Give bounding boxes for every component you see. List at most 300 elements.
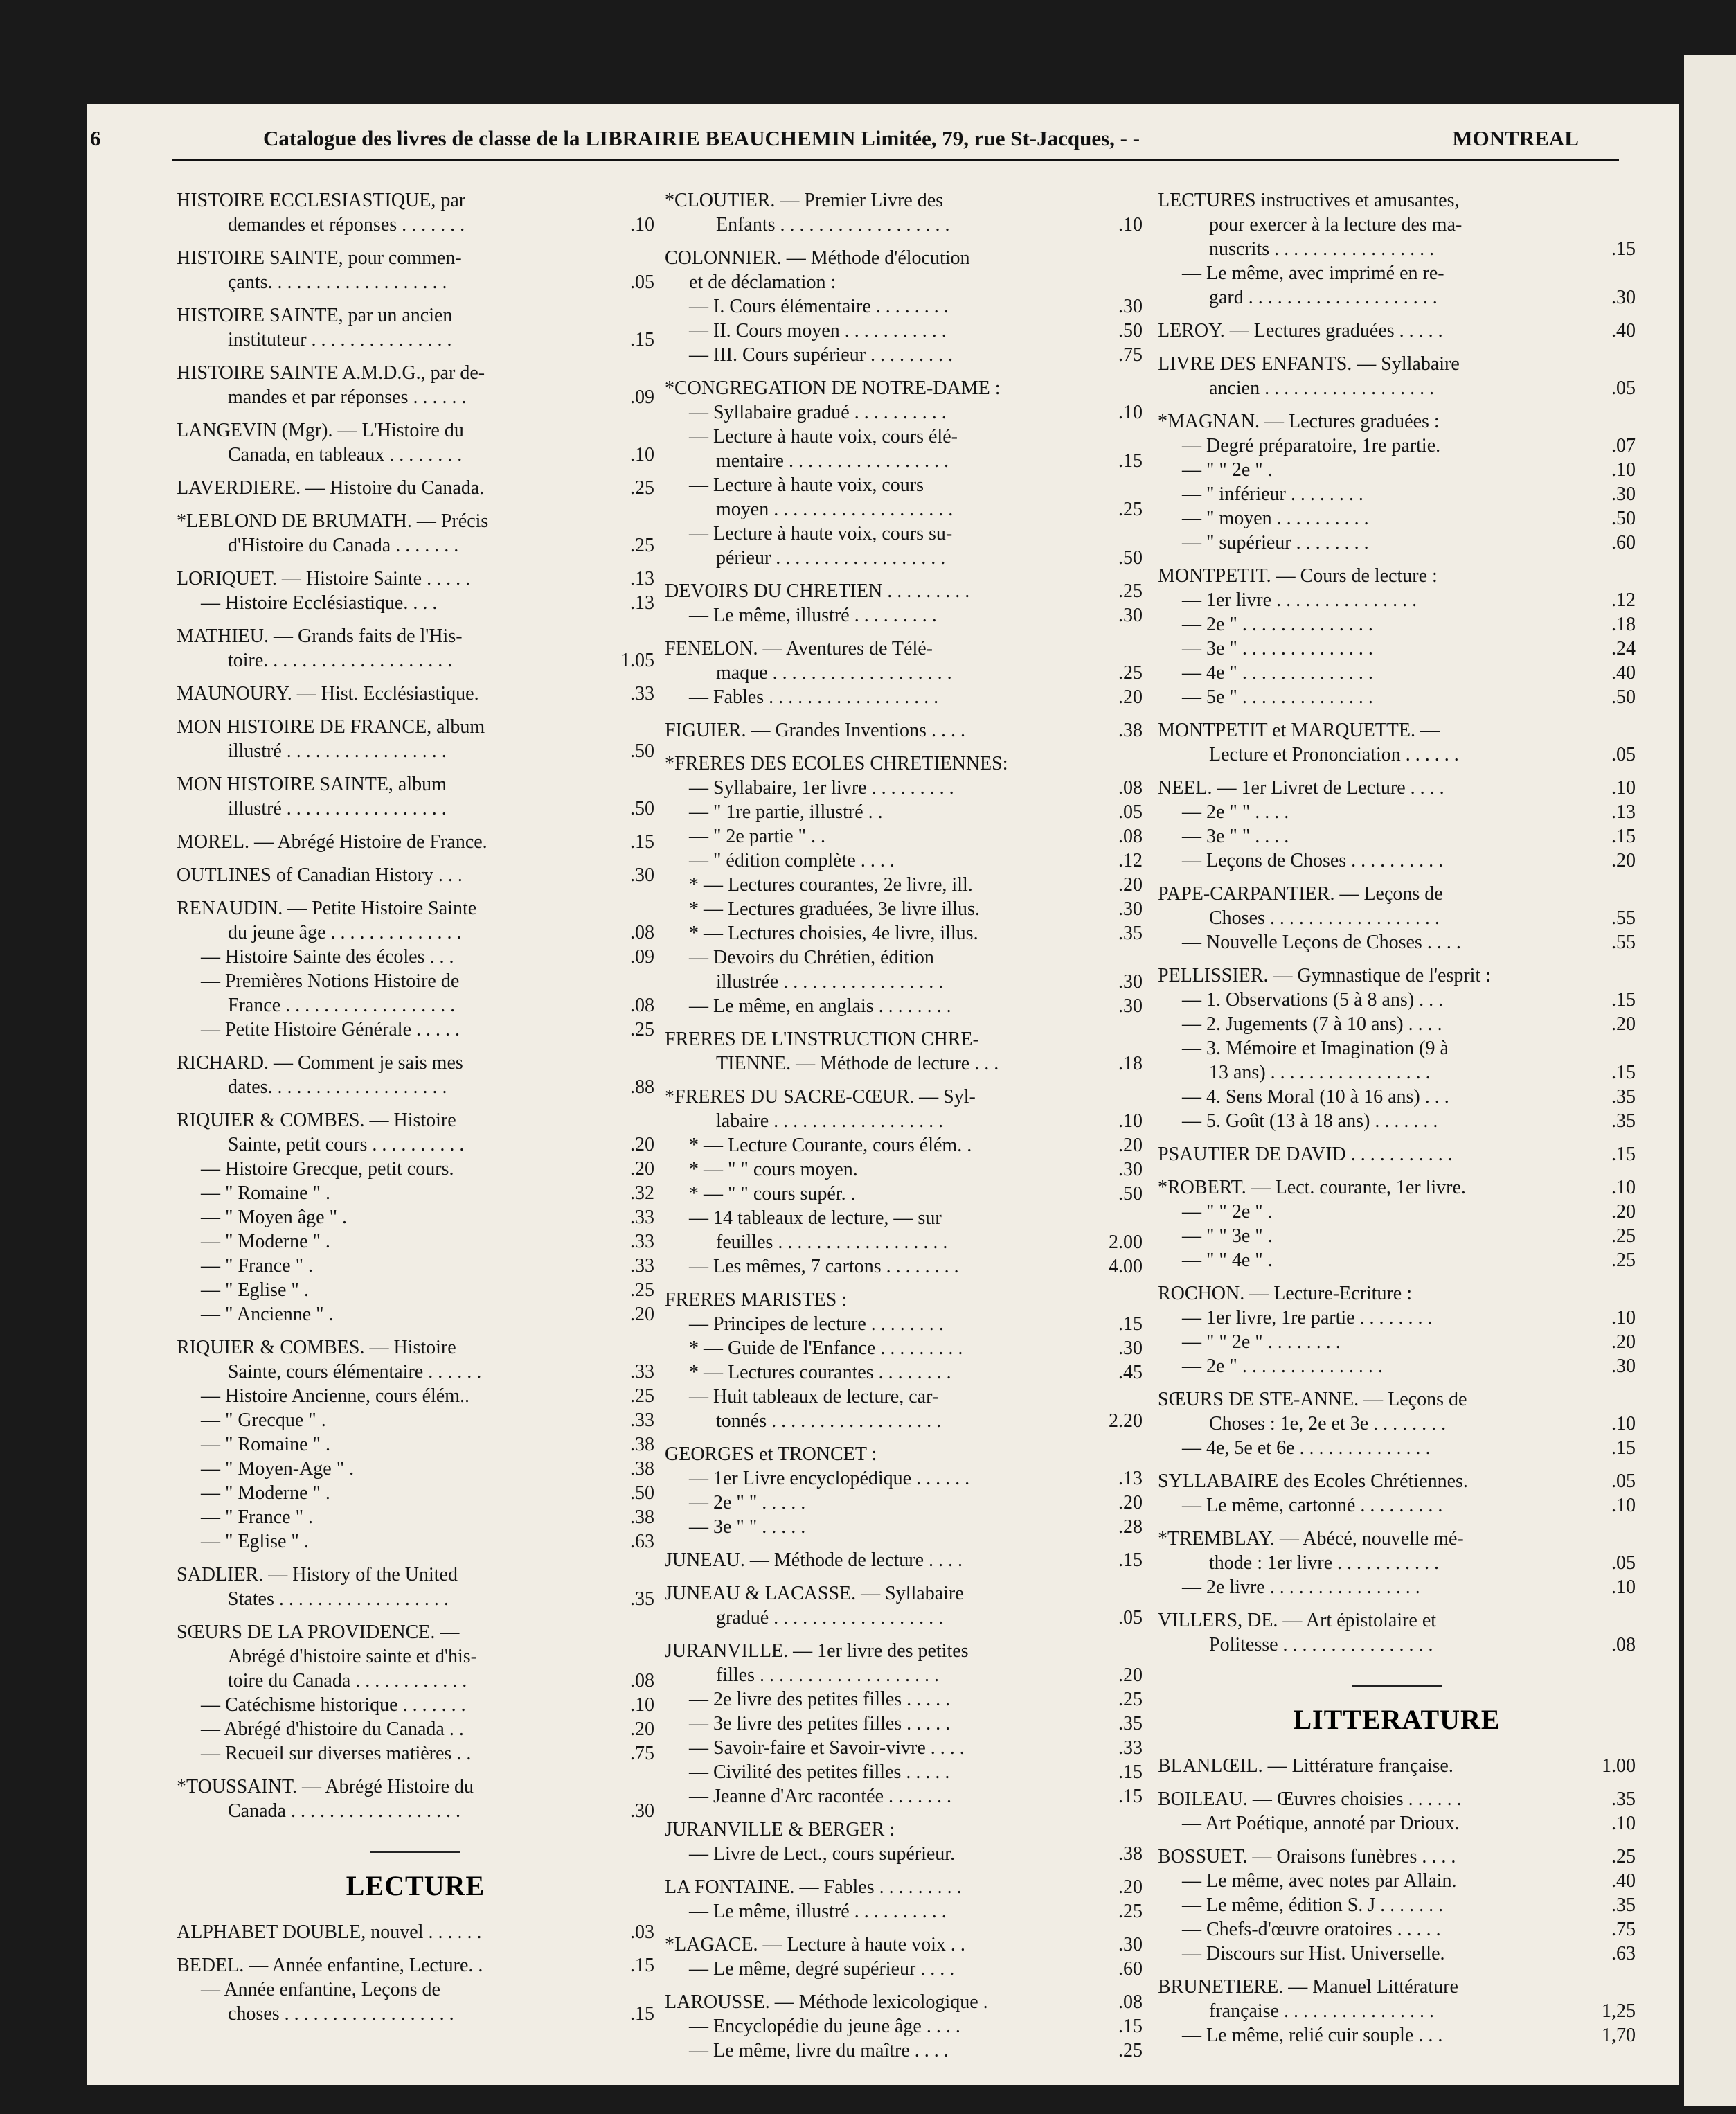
entry-line — [177, 270, 654, 294]
catalogue-entry — [665, 1933, 1143, 1981]
entry-text: illustré . . . . . . . . . . . . . . . . . — [228, 740, 447, 762]
entry-line — [1158, 1012, 1636, 1036]
entry-line — [177, 1587, 654, 1611]
entry-line — [177, 1644, 654, 1669]
entry-line — [1158, 1942, 1636, 1966]
page-header — [90, 119, 1586, 158]
entry-text: mandes et par réponses . . . . . . — [228, 387, 467, 408]
entry-text: — " Moderne " . — [201, 1231, 330, 1252]
entry-text: mentaire . . . . . . . . . . . . . . . . . — [716, 450, 949, 472]
entry-text: RICHARD. — Comment je sais mes — [177, 1052, 463, 1074]
entry-line — [1158, 882, 1636, 906]
entry-price: .05 — [1611, 378, 1636, 399]
entry-text: BRUNETIERE. — Manuel Littérature — [1158, 1976, 1458, 1998]
entry-price: .08 — [630, 995, 654, 1016]
entry-text: SŒURS DE LA PROVIDENCE. — — [177, 1622, 460, 1643]
entry-text: — " moyen . . . . . . . . . . — [1182, 508, 1369, 529]
entry-price: .30 — [630, 864, 654, 886]
entry-text: — II. Cours moyen . . . . . . . . . . . — [689, 320, 947, 341]
entry-text: ancien . . . . . . . . . . . . . . . . . . — [1209, 378, 1435, 399]
entry-text: — 4. Sens Moral (10 à 16 ans) . . . — [1182, 1086, 1449, 1108]
entry-text: — Recueil sur diverses matières . . — [201, 1743, 472, 1764]
entry-line — [177, 648, 654, 673]
entry-line — [1158, 1109, 1636, 1133]
entry-line — [177, 969, 654, 993]
catalogue-entry — [177, 1563, 654, 1611]
entry-text: JURANVILLE & BERGER : — [665, 1819, 895, 1840]
catalogue-entry — [177, 715, 654, 763]
entry-text: * — " " cours moyen. — [689, 1159, 858, 1180]
entry-text: — Le même, illustré . . . . . . . . . . — [689, 1901, 947, 1922]
entry-text: RIQUIER & COMBES. — Histoire — [177, 1110, 456, 1131]
entry-line — [665, 1491, 1143, 1515]
entry-line — [177, 1529, 654, 1554]
page-number: 6 — [90, 126, 101, 150]
entry-text: MAUNOURY. — Hist. Ecclésiastique. — [177, 683, 479, 704]
entry-line — [1158, 1975, 1636, 1999]
entry-price: .30 — [1118, 1159, 1143, 1180]
entry-line — [665, 2014, 1143, 2038]
entry-line — [665, 1385, 1143, 1409]
entry-line — [1158, 376, 1636, 400]
entry-line — [665, 449, 1143, 473]
entry-line — [1158, 1999, 1636, 2023]
entry-price: .15 — [630, 831, 654, 853]
entry-price: .50 — [630, 1482, 654, 1504]
entry-text: *FRERES DES ECOLES CHRETIENNES: — [665, 753, 1008, 774]
entry-line — [665, 1133, 1143, 1157]
entry-price: .25 — [1611, 1225, 1636, 1247]
entry-text: LIVRE DES ENFANTS. — Syllabaire — [1158, 353, 1460, 375]
entry-price: .15 — [630, 1955, 654, 1976]
entry-line — [177, 1432, 654, 1457]
entry-line — [1158, 988, 1636, 1012]
entry-line — [665, 1288, 1143, 1312]
entry-text: — 2e " " . . . . — [1182, 801, 1289, 823]
entry-line — [665, 246, 1143, 270]
entry-line — [665, 213, 1143, 237]
entry-price: .10 — [1611, 1177, 1636, 1198]
entry-line — [177, 624, 654, 648]
entry-line — [177, 328, 654, 352]
entry-text: — 1er livre . . . . . . . . . . . . . . . — [1182, 589, 1417, 611]
entry-line — [1158, 1787, 1636, 1811]
entry-text: *LEBLOND DE BRUMATH. — Précis — [177, 510, 489, 532]
catalogue-entry — [665, 1875, 1143, 1924]
entry-price: .55 — [1611, 932, 1636, 953]
entry-line — [177, 1335, 654, 1360]
catalogue-entry — [1158, 1754, 1636, 1778]
entry-price: .50 — [1611, 686, 1636, 708]
entry-text: Lecture et Prononciation . . . . . . — [1209, 744, 1459, 765]
entry-price: .30 — [1118, 995, 1143, 1017]
entry-line — [665, 849, 1143, 873]
entry-text: — 3e " " . . . . . — [689, 1516, 806, 1538]
entry-line — [1158, 1917, 1636, 1942]
entry-text: BEDEL. — Année enfantine, Lecture. . — [177, 1955, 483, 1976]
catalogue-entry — [1158, 1975, 1636, 2048]
entry-price: .15 — [1118, 1313, 1143, 1335]
catalogue-entry — [1158, 776, 1636, 873]
catalogue-entry — [177, 1620, 654, 1766]
catalogue-entry — [1158, 188, 1636, 310]
entry-line — [1158, 1060, 1636, 1085]
entry-line — [177, 303, 654, 328]
entry-price: .55 — [1611, 907, 1636, 929]
catalogue-entry — [665, 1027, 1143, 1076]
entry-text: LA FONTAINE. — Fables . . . . . . . . . — [665, 1876, 962, 1898]
entry-price: .33 — [630, 1361, 654, 1383]
entry-line — [1158, 1330, 1636, 1354]
entry-line — [1158, 588, 1636, 612]
entry-text: BLANLŒIL. — Littérature française. — [1158, 1755, 1453, 1777]
entry-line — [1158, 506, 1636, 531]
catalogue-entry — [1158, 1608, 1636, 1657]
entry-line — [1158, 1893, 1636, 1917]
entry-text: — Le même, en anglais . . . . . . . . — [689, 995, 951, 1017]
entry-line — [177, 1669, 654, 1693]
entry-text: — Nouvelle Leçons de Choses . . . . — [1182, 932, 1461, 953]
catalogue-entry — [177, 682, 654, 706]
entry-text: Sainte, cours élémentaire . . . . . . — [228, 1361, 482, 1383]
entry-line — [665, 319, 1143, 343]
entry-price: .05 — [630, 272, 654, 293]
entry-text: — Syllabaire gradué . . . . . . . . . . — [689, 402, 947, 423]
entry-line — [1158, 776, 1636, 800]
entry-text: — " Romaine " . — [201, 1182, 330, 1204]
entry-price: .30 — [1118, 605, 1143, 626]
entry-text: — Le même, avec imprimé en re- — [1182, 263, 1444, 284]
entry-line — [1158, 213, 1636, 237]
entry-line — [177, 188, 654, 213]
entry-text: moyen . . . . . . . . . . . . . . . . . . . — [716, 499, 954, 520]
entry-line — [177, 418, 654, 443]
entry-price: .25 — [1118, 662, 1143, 684]
entry-text: LORIQUET. — Histoire Sainte . . . . . — [177, 568, 471, 589]
entry-price: .13 — [1611, 801, 1636, 823]
entry-line — [665, 1957, 1143, 1981]
entry-line — [1158, 1412, 1636, 1436]
entry-text: MOREL. — Abrégé Histoire de France. — [177, 831, 487, 853]
entry-text: — 1er livre, 1re partie . . . . . . . . — [1182, 1307, 1433, 1329]
entry-text: Canada, en tableaux . . . . . . . . — [228, 444, 463, 465]
entry-line — [177, 1693, 654, 1717]
entry-line — [1158, 1527, 1636, 1551]
entry-line — [665, 1581, 1143, 1606]
catalogue-entry — [665, 246, 1143, 367]
entry-line — [1158, 1869, 1636, 1893]
entry-text: thode : 1er livre . . . . . . . . . . . — [1209, 1552, 1440, 1574]
entry-text: — Premières Notions Histoire de — [201, 970, 460, 992]
entry-text: — " Ancienne " . — [201, 1304, 334, 1325]
entry-line — [665, 1875, 1143, 1899]
entry-line — [1158, 1306, 1636, 1330]
entry-price: .05 — [1611, 1471, 1636, 1492]
entry-line — [1158, 906, 1636, 930]
entry-text: — " " 3e " . — [1182, 1225, 1273, 1247]
entry-price: .30 — [1118, 1338, 1143, 1359]
entry-text: FRERES DE L'INSTRUCTION CHRE- — [665, 1029, 979, 1050]
entry-price: .25 — [1118, 1689, 1143, 1710]
entry-line — [665, 1736, 1143, 1760]
entry-line — [177, 567, 654, 591]
entry-text: *CONGREGATION DE NOTRE-DAME : — [665, 378, 1001, 399]
entry-text: BOSSUET. — Oraisons funèbres . . . . — [1158, 1846, 1456, 1867]
entry-line — [177, 361, 654, 385]
entry-text: PSAUTIER DE DAVID . . . . . . . . . . . — [1158, 1144, 1453, 1165]
entry-text: — 5e " . . . . . . . . . . . . . . — [1182, 686, 1373, 708]
entry-text: *CLOUTIER. — Premier Livre des — [665, 190, 944, 211]
entry-text: — Histoire Sainte des écoles . . . — [201, 946, 454, 968]
catalogue-entry — [665, 1639, 1143, 1809]
entry-text: — 3e " . . . . . . . . . . . . . . — [1182, 638, 1373, 659]
entry-text: HISTOIRE SAINTE, par un ancien — [177, 305, 453, 326]
entry-price: .25 — [630, 477, 654, 499]
entry-text: — Principes de lecture . . . . . . . . — [689, 1313, 944, 1335]
entry-price: .08 — [630, 922, 654, 943]
entry-price: .75 — [630, 1743, 654, 1764]
catalogue-entry — [177, 830, 654, 854]
entry-line — [665, 546, 1143, 570]
catalogue-entry — [665, 1548, 1143, 1572]
entry-text: — Huit tableaux de lecture, car- — [689, 1386, 939, 1407]
entry-text: FRERES MARISTES : — [665, 1289, 847, 1311]
entry-line — [1158, 685, 1636, 709]
entry-line — [665, 188, 1143, 213]
column-3 — [1158, 188, 1636, 2059]
entry-text: 13 ans) . . . . . . . . . . . . . . . . . — [1209, 1062, 1431, 1083]
entry-price: .35 — [1611, 1894, 1636, 1916]
entry-price: .33 — [630, 1207, 654, 1228]
entry-text: — 14 tableaux de lecture, — sur — [689, 1207, 942, 1229]
entry-text: MON HISTOIRE DE FRANCE, album — [177, 716, 485, 738]
catalogue-entry — [1158, 963, 1636, 1133]
entry-text: OUTLINES of Canadian History . . . — [177, 864, 463, 886]
entry-text: — 2e " . . . . . . . . . . . . . . . — [1182, 1356, 1383, 1377]
entry-price: 1.05 — [620, 650, 654, 671]
entry-price: .40 — [1611, 662, 1636, 684]
entry-price: .15 — [1611, 238, 1636, 260]
entry-text: — 2e livre des petites filles . . . . . — [689, 1689, 951, 1710]
entry-line — [665, 1442, 1143, 1466]
entry-line — [665, 1182, 1143, 1206]
entry-line — [1158, 1493, 1636, 1518]
entry-text: labaire . . . . . . . . . . . . . . . . . . — [716, 1110, 944, 1132]
catalogue-entry — [177, 1108, 654, 1326]
entry-text: SADLIER. — History of the United — [177, 1564, 458, 1586]
entry-text: — " " 2e " . . . . . . . . — [1182, 1331, 1341, 1353]
entry-price: .10 — [1611, 1413, 1636, 1434]
entry-line — [1158, 352, 1636, 376]
entry-text: dates. . . . . . . . . . . . . . . . . . . — [228, 1076, 447, 1098]
entry-line — [1158, 482, 1636, 506]
entry-text: feuilles . . . . . . . . . . . . . . . . . . — [716, 1232, 948, 1253]
entry-line — [665, 1336, 1143, 1360]
entry-line — [665, 1085, 1143, 1109]
entry-line — [177, 1978, 654, 2002]
entry-line — [665, 1051, 1143, 1076]
entry-text: HISTOIRE ECCLESIASTIQUE, par — [177, 190, 466, 211]
entry-text: demandes et réponses . . . . . . . — [228, 214, 465, 236]
entry-line — [177, 1051, 654, 1075]
entry-line — [177, 715, 654, 739]
entry-text: — " supérieur . . . . . . . . — [1182, 532, 1369, 553]
catalogue-entry — [665, 637, 1143, 709]
entry-line — [1158, 458, 1636, 482]
entry-line — [1158, 1469, 1636, 1493]
catalogue-entry — [177, 1920, 654, 1944]
entry-price: .20 — [1118, 686, 1143, 708]
entry-line — [1158, 612, 1636, 637]
entry-text: — Le même, degré supérieur . . . . — [689, 1958, 955, 1980]
entry-line — [665, 994, 1143, 1018]
entry-text: MONTPETIT et MARQUETTE. — — [1158, 720, 1440, 741]
entry-price: .75 — [1611, 1919, 1636, 1940]
entry-text: France . . . . . . . . . . . . . . . . . . — [228, 995, 456, 1016]
entry-price: .50 — [630, 798, 654, 819]
entry-line — [1158, 1085, 1636, 1109]
entry-price: .40 — [1611, 320, 1636, 341]
entry-text: choses . . . . . . . . . . . . . . . . . . — [228, 2003, 454, 2025]
entry-line — [1158, 237, 1636, 261]
entry-line — [177, 1157, 654, 1181]
entry-line — [177, 1620, 654, 1644]
entry-price: .25 — [630, 1279, 654, 1301]
entry-line — [665, 1663, 1143, 1687]
entry-line — [177, 1360, 654, 1384]
entry-line — [1158, 2023, 1636, 2048]
entry-text: HISTOIRE SAINTE, pour commen- — [177, 247, 462, 269]
catalogue-entry — [1158, 1527, 1636, 1599]
entry-line — [177, 1018, 654, 1042]
entry-price: .10 — [1118, 214, 1143, 236]
entry-line — [665, 718, 1143, 743]
entry-text: LAVERDIERE. — Histoire du Canada. — [177, 477, 485, 499]
entry-line — [177, 1132, 654, 1157]
entry-text: * — Lectures courantes . . . . . . . . — [689, 1362, 951, 1383]
catalogue-entry — [665, 1288, 1143, 1433]
section-separator — [1352, 1685, 1442, 1687]
entry-price: .33 — [630, 683, 654, 704]
entry-price: .25 — [1118, 499, 1143, 520]
entry-line — [177, 533, 654, 558]
entry-text: Choses . . . . . . . . . . . . . . . . . . — [1209, 907, 1440, 929]
entry-price: .13 — [630, 568, 654, 589]
entry-price: .20 — [630, 1134, 654, 1155]
entry-price: .05 — [1118, 1607, 1143, 1628]
entry-line — [665, 579, 1143, 603]
entry-text: — Histoire Grecque, petit cours. — [201, 1158, 454, 1180]
entry-line — [1158, 800, 1636, 824]
entry-text: HISTOIRE SAINTE A.M.D.G., par de- — [177, 362, 485, 384]
catalogue-entry — [665, 579, 1143, 628]
entry-text: LAROUSSE. — Méthode lexicologique . — [665, 1991, 988, 2013]
entry-text: BOILEAU. — Œuvres choisies . . . . . . — [1158, 1788, 1462, 1810]
entry-price: .30 — [1118, 898, 1143, 920]
entry-text: — Le même, cartonné . . . . . . . . . — [1182, 1495, 1443, 1516]
entry-line — [665, 1312, 1143, 1336]
entry-text: — Lecture à haute voix, cours élé- — [689, 426, 958, 447]
column-2 — [665, 188, 1143, 2059]
entry-line — [1158, 824, 1636, 849]
catalogue-entry — [1158, 319, 1636, 343]
entry-price: .03 — [630, 1921, 654, 1943]
entry-text: — Le même, relié cuir souple . . . — [1182, 2025, 1443, 2046]
entry-text: — 3e livre des petites filles . . . . . — [689, 1713, 951, 1734]
entry-line — [1158, 1845, 1636, 1869]
entry-text: — Civilité des petites filles . . . . . — [689, 1761, 950, 1783]
section-heading: LITTERATURE — [1293, 1704, 1501, 1735]
entry-price: .38 — [630, 1434, 654, 1455]
entry-text: *ROBERT. — Lect. courante, 1er livre. — [1158, 1177, 1466, 1198]
entry-text: *TREMBLAY. — Abécé, nouvelle mé- — [1158, 1528, 1464, 1549]
entry-line — [665, 1109, 1143, 1133]
entry-line — [1158, 963, 1636, 988]
entry-line — [665, 1230, 1143, 1254]
entry-line — [665, 1639, 1143, 1663]
entry-text: Choses : 1e, 2e et 3e . . . . . . . . — [1209, 1413, 1447, 1434]
catalogue-entry — [177, 624, 654, 673]
entry-text: — " Grecque " . — [201, 1410, 326, 1431]
entry-price: .35 — [1118, 923, 1143, 944]
entry-price: .10 — [1611, 1307, 1636, 1329]
entry-line — [177, 1920, 654, 1944]
entry-text: — 2e livre . . . . . . . . . . . . . . . . — [1182, 1576, 1420, 1598]
entry-text: toire du Canada . . . . . . . . . . . . — [228, 1670, 467, 1691]
entry-price: .10 — [1611, 459, 1636, 481]
entry-price: .25 — [1611, 1846, 1636, 1867]
entry-price: .15 — [630, 329, 654, 350]
entry-line — [177, 1953, 654, 1978]
catalogue-entry — [177, 476, 654, 500]
entry-text: — " Eglise " . — [201, 1531, 309, 1552]
entry-text: pour exercer à la lecture des ma- — [1209, 214, 1462, 236]
entry-line — [665, 685, 1143, 709]
entry-price: .10 — [1611, 1495, 1636, 1516]
entry-price: .18 — [1611, 614, 1636, 635]
entry-price: .60 — [1611, 532, 1636, 553]
entry-price: .10 — [630, 214, 654, 236]
entry-price: .10 — [1118, 1110, 1143, 1132]
entry-text: * — Guide de l'Enfance . . . . . . . . . — [689, 1338, 963, 1359]
entry-price: .20 — [1611, 1331, 1636, 1353]
entry-line — [665, 1254, 1143, 1279]
catalogue-entry — [1158, 882, 1636, 954]
entry-text: — Art Poétique, annoté par Drioux. — [1182, 1813, 1460, 1834]
catalogue-entry — [1158, 564, 1636, 709]
entry-price: .35 — [630, 1588, 654, 1610]
entry-line — [665, 1712, 1143, 1736]
entry-line — [177, 830, 654, 854]
entry-text: * — Lecture Courante, cours élém. . — [689, 1135, 972, 1156]
entry-line — [665, 1027, 1143, 1051]
entry-text: MONTPETIT. — Cours de lecture : — [1158, 565, 1438, 587]
entry-line — [1158, 718, 1636, 743]
entry-line — [177, 1741, 654, 1766]
entry-price: .30 — [1118, 296, 1143, 317]
entry-text: — 5. Goût (13 à 18 ans) . . . . . . . — [1182, 1110, 1438, 1132]
entry-line — [177, 1775, 654, 1799]
entry-price: .75 — [1118, 344, 1143, 366]
entry-text: *LAGACE. — Lecture à haute voix . . — [665, 1934, 965, 1955]
column-1 — [177, 188, 654, 2059]
catalogue-entry — [665, 376, 1143, 570]
entry-line — [177, 1205, 654, 1229]
entry-text: — 1. Observations (5 à 8 ans) . . . — [1182, 989, 1444, 1011]
entry-line — [665, 921, 1143, 945]
entry-line — [1158, 1575, 1636, 1599]
entry-text: LECTURES instructives et amusantes, — [1158, 190, 1460, 211]
